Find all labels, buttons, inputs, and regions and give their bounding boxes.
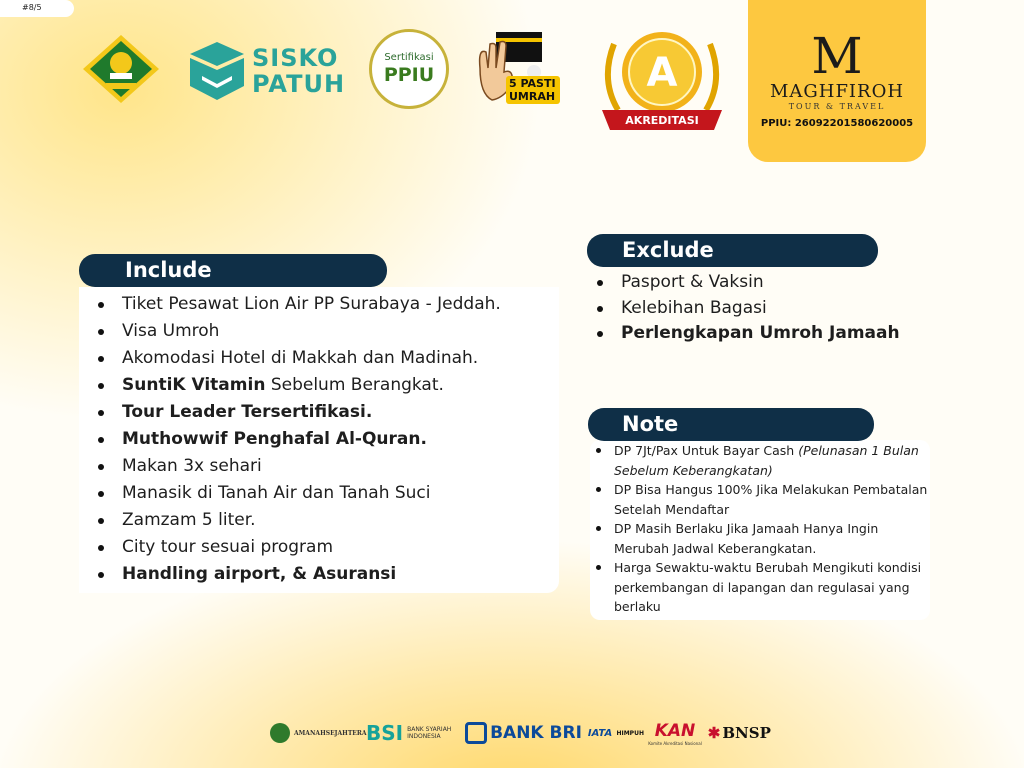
maghfiroh-brand-card <box>748 0 926 162</box>
bsi-logo: BSI BANK SYARIAH INDONESIA <box>366 721 452 745</box>
list-item: DP Masih Berlaku Jika Jamaah Hanya Ingin Merubah Jadwal Keberangkatan. <box>614 519 932 558</box>
brand-mark: M <box>811 27 863 85</box>
himpuh-logo: HIMPUH <box>616 729 644 737</box>
bri-box-icon <box>465 722 487 744</box>
list-item: Akomodasi Hotel di Makkah dan Madinah. <box>122 345 501 372</box>
list-item: Kelebihan Bagasi <box>621 296 900 322</box>
list-item: Perlengkapan Umroh Jamaah <box>621 321 900 347</box>
sisko-kaaba-icon <box>188 40 246 102</box>
list-item: DP Bisa Hangus 100% Jika Melakukan Pembatalan Setelah Mendaftar <box>614 480 932 519</box>
list-item: Makan 3x sehari <box>122 453 501 480</box>
list-item: Tiket Pesawat Lion Air PP Surabaya - Jeddah. <box>122 291 501 318</box>
include-header: Include <box>79 254 387 287</box>
amana-seal-icon <box>270 723 290 743</box>
sisko-patuh-text: SISKO PATUH <box>252 44 346 98</box>
list-item: Handling airport, & Asuransi <box>122 561 501 588</box>
list-item: City tour sesuai program <box>122 534 501 561</box>
brand-subtitle: TOUR & TRAVEL <box>788 102 886 111</box>
note-list <box>614 441 932 617</box>
ppiu-small-text: Sertifikasi <box>384 52 434 63</box>
list-item: Tour Leader Tersertifikasi. <box>122 399 501 426</box>
partner-logos <box>270 717 771 749</box>
list-item: Muthowwif Penghafal Al-Quran. <box>122 426 501 453</box>
brand-ppiu-number: PPIU: 26092201580620005 <box>760 118 914 129</box>
akreditasi-letter: A <box>646 50 678 96</box>
list-item: Pasport & Vaksin <box>621 270 900 296</box>
note-header: Note <box>588 408 874 441</box>
ppiu-certification-badge <box>369 29 449 109</box>
akreditasi-badge <box>598 20 726 138</box>
pasti-umrah-logo <box>474 28 564 114</box>
list-item: Zamzam 5 liter. <box>122 507 501 534</box>
pasti-umrah-text: 5 PASTI UMRAH <box>506 76 560 104</box>
akreditasi-ribbon-text: AKREDITASI <box>625 114 699 127</box>
list-item: DP 7Jt/Pax Untuk Bayar Cash (Pelunasan 1 Bulan Sebelum Keberangkatan) <box>614 441 932 480</box>
bnsp-star-icon: ✱ <box>707 724 721 742</box>
bnsp-logo: ✱ BNSP <box>707 724 771 742</box>
list-item: Visa Umroh <box>122 318 501 345</box>
kan-logo: KAN Komite Akreditasi Nasional <box>648 720 702 746</box>
sisko-patuh-logo <box>188 38 348 104</box>
ppiu-big-text: PPIU <box>383 64 435 86</box>
list-item: SuntiK Vitamin Sebelum Berangkat. <box>122 372 501 399</box>
brand-name: MAGHFIROH <box>769 81 905 102</box>
exclude-list <box>621 270 900 347</box>
exclude-header: Exclude <box>587 234 878 267</box>
include-list <box>122 291 501 588</box>
list-item: Manasik di Tanah Air dan Tanah Suci <box>122 480 501 507</box>
iata-logo: IATA <box>587 727 613 739</box>
amana-sejahtera-logo: AMANAHSEJAHTERA <box>270 723 360 743</box>
page-tag: #8/5 <box>0 0 74 17</box>
bank-bri-logo: BANK BRI <box>465 722 582 744</box>
list-item: Harga Sewaktu-waktu Berubah Mengikuti kondisi perkembangan di lapangan dan regulasai yang berlaku <box>614 558 932 617</box>
kemenag-logo <box>80 33 162 105</box>
